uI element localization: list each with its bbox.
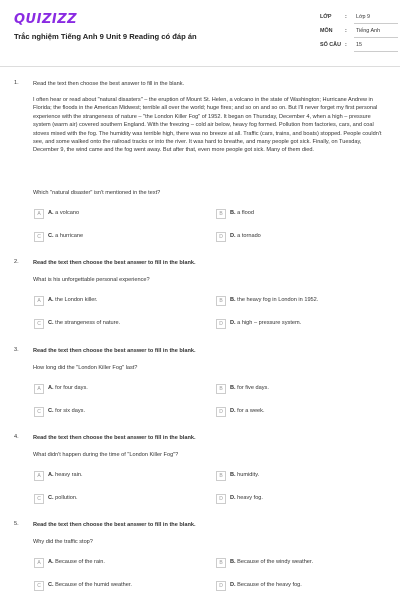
option-answer: a flood bbox=[237, 210, 254, 216]
question-prompt: How long did the "London Killer Fog" last? bbox=[33, 365, 138, 371]
option-answer: the London killer. bbox=[55, 297, 98, 303]
option-text bbox=[48, 385, 88, 391]
option-answer: the heavy fog in London in 1952. bbox=[237, 297, 319, 303]
option-text bbox=[48, 472, 83, 478]
option-letter-box: A bbox=[34, 209, 44, 219]
option-letter-box: C bbox=[34, 494, 44, 504]
option-label: A. bbox=[48, 297, 54, 303]
option-text bbox=[48, 210, 79, 216]
option-letter-box: A bbox=[34, 296, 44, 306]
option-answer: a tornado bbox=[237, 233, 261, 239]
option-letter-box: B bbox=[216, 209, 226, 219]
option-letter-box: A bbox=[34, 558, 44, 568]
option-letter-box: A bbox=[34, 384, 44, 394]
option-label: B. bbox=[230, 472, 236, 478]
reading-passage bbox=[33, 96, 383, 155]
meta-colon: : bbox=[345, 28, 347, 34]
meta-key: LỚP bbox=[320, 14, 332, 20]
option-text bbox=[48, 297, 97, 303]
option-label: C. bbox=[48, 233, 54, 239]
option-text bbox=[230, 297, 318, 303]
meta-row-count bbox=[318, 42, 398, 56]
option-text bbox=[48, 559, 105, 565]
question-number: 1. bbox=[14, 80, 19, 86]
question-instruction: Read the text then choose the best answer to fill in the blank. bbox=[33, 260, 196, 266]
option-letter-box: D bbox=[216, 319, 226, 329]
meta-colon: : bbox=[345, 42, 347, 48]
question-prompt: What didn't happen during the time of "London Killer Fog"? bbox=[33, 452, 179, 458]
option-label: A. bbox=[48, 472, 54, 478]
option-label: A. bbox=[48, 559, 54, 565]
question-number: 3. bbox=[14, 347, 19, 353]
option-text bbox=[230, 472, 259, 478]
option-text bbox=[230, 385, 269, 391]
option-text bbox=[48, 233, 83, 239]
page-header bbox=[0, 0, 400, 62]
meta-row-class bbox=[318, 14, 398, 28]
question-number: 5. bbox=[14, 521, 19, 527]
option-letter-box: B bbox=[216, 471, 226, 481]
option-text bbox=[230, 582, 302, 588]
question-prompt: Why did the traffic stop? bbox=[33, 539, 93, 545]
passage-text: I often hear or read about "natural disasters" – the eruption of Mount St. Helen, a volcano in the state of Washington; Hurricane Andrew in Florida; the floods in the American Midwest; terrible all over the world; huge fires; and so on and so on. But I'll never forget my first personal experience with the strangeness of nature – "the London Killer Fog" of 1952. It began on Thursday, December 4, when a high – pressure system (warm air) covered southern England. With the freezing – cold air below, heavy fog formed. Pollution from factories, cars, and coal stoves mixed with the fog. The humidity was terrible high, there was no breeze at all. Traffic (cars, trains, and boats) stopped. People couldn't see, and some walked onto the railroad tracks or into the river. It was hard to breathe, and many people got sick. Finally, on Tuesday, December 9, the wind came and the fog went away. But after that, even more people got sick. Many of them died. bbox=[33, 97, 382, 154]
option-letter-box: B bbox=[216, 296, 226, 306]
meta-key: MÔN bbox=[320, 28, 333, 34]
option-letter-box: B bbox=[216, 384, 226, 394]
option-answer: a hurricane bbox=[55, 233, 84, 239]
option-label: D. bbox=[230, 320, 236, 326]
option-letter-box: D bbox=[216, 232, 226, 242]
option-letter-box: D bbox=[216, 407, 226, 417]
header-divider bbox=[0, 66, 400, 67]
meta-key: SỐ CÂU bbox=[320, 42, 341, 48]
option-text bbox=[230, 233, 261, 239]
worksheet-title: Trắc nghiệm Tiếng Anh 9 Unit 9 Reading có đáp án bbox=[14, 32, 197, 41]
option-answer: a volcano bbox=[55, 210, 80, 216]
option-text bbox=[48, 582, 132, 588]
option-label: D. bbox=[230, 495, 236, 501]
option-text bbox=[230, 408, 265, 414]
option-answer: heavy rain. bbox=[55, 472, 83, 478]
option-letter-box: C bbox=[34, 232, 44, 242]
option-answer: Because of the rain. bbox=[55, 559, 105, 565]
option-label: D. bbox=[230, 408, 236, 414]
worksheet-meta bbox=[318, 14, 398, 56]
option-label: C. bbox=[48, 408, 54, 414]
option-answer: a high – pressure system. bbox=[237, 320, 302, 326]
option-answer: for four days. bbox=[55, 385, 88, 391]
meta-colon: : bbox=[345, 14, 347, 20]
option-text bbox=[48, 495, 78, 501]
option-text bbox=[230, 559, 313, 565]
option-letter-box: C bbox=[34, 581, 44, 591]
question-number: 2. bbox=[14, 259, 19, 265]
option-answer: pollution. bbox=[55, 495, 78, 501]
option-label: A. bbox=[48, 210, 54, 216]
question-instruction: Read the text then choose the best answer to fill in the blank. bbox=[33, 81, 185, 87]
option-letter-box: C bbox=[34, 407, 44, 417]
option-answer: the strangeness of nature. bbox=[55, 320, 121, 326]
option-text bbox=[48, 320, 120, 326]
option-letter-box: D bbox=[216, 494, 226, 504]
quizizz-logo: QUIZIZZ bbox=[14, 12, 78, 27]
question-instruction: Read the text then choose the best answer to fill in the blank. bbox=[33, 522, 196, 528]
question-prompt: What is his unforgettable personal experience? bbox=[33, 277, 150, 283]
option-label: B. bbox=[230, 297, 236, 303]
question-prompt: Which "natural disaster" isn't mentioned in the text? bbox=[33, 190, 161, 196]
option-label: D. bbox=[230, 233, 236, 239]
option-label: C. bbox=[48, 582, 54, 588]
option-label: C. bbox=[48, 320, 54, 326]
question-number: 4. bbox=[14, 434, 19, 440]
meta-value: 15 bbox=[356, 42, 362, 48]
option-label: B. bbox=[230, 385, 236, 391]
option-letter-box: B bbox=[216, 558, 226, 568]
option-letter-box: C bbox=[34, 319, 44, 329]
option-label: D. bbox=[230, 582, 236, 588]
option-answer: for six days. bbox=[55, 408, 85, 414]
option-letter-box: D bbox=[216, 581, 226, 591]
option-text bbox=[230, 495, 263, 501]
option-answer: for five days. bbox=[237, 385, 269, 391]
option-label: C. bbox=[48, 495, 54, 501]
option-label: B. bbox=[230, 559, 236, 565]
meta-value: Tiếng Anh bbox=[356, 28, 381, 34]
option-text bbox=[230, 210, 254, 216]
question-instruction: Read the text then choose the best answer to fill in the blank. bbox=[33, 348, 196, 354]
option-text bbox=[48, 408, 85, 414]
option-letter-box: A bbox=[34, 471, 44, 481]
question-instruction: Read the text then choose the best answer to fill in the blank. bbox=[33, 435, 196, 441]
option-text bbox=[230, 320, 301, 326]
option-answer: humidity. bbox=[237, 472, 260, 478]
option-answer: Because of the windy weather. bbox=[237, 559, 314, 565]
meta-value: Lớp 9 bbox=[356, 14, 371, 20]
option-label: A. bbox=[48, 385, 54, 391]
option-answer: Because of the humid weather. bbox=[55, 582, 132, 588]
option-answer: heavy fog. bbox=[237, 495, 263, 501]
meta-row-subject bbox=[318, 28, 398, 42]
option-answer: for a week. bbox=[237, 408, 265, 414]
option-answer: Because of the heavy fog. bbox=[237, 582, 302, 588]
option-label: B. bbox=[230, 210, 236, 216]
